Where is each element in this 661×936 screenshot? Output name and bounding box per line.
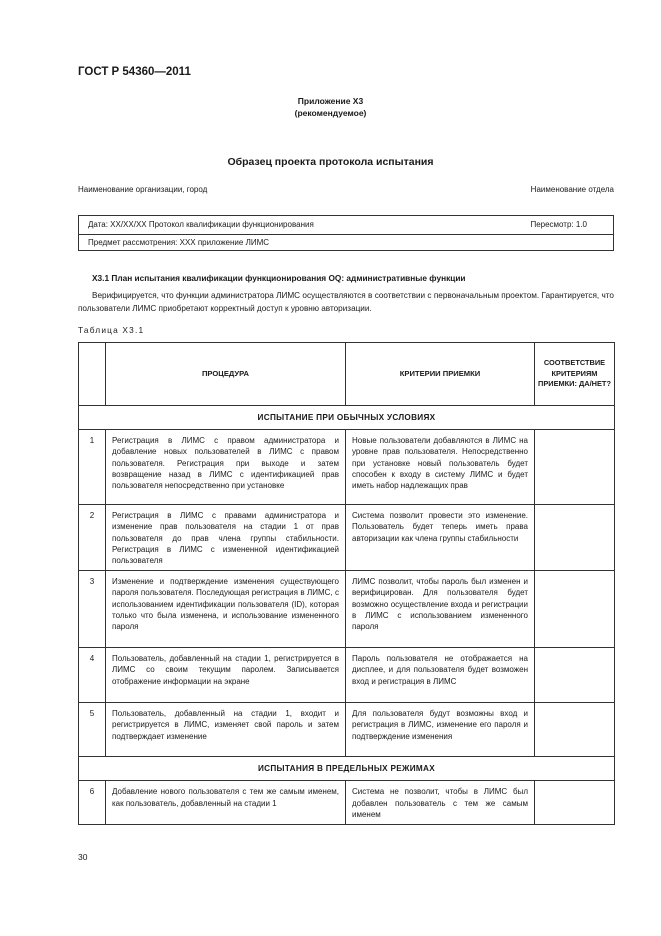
row-procedure: Изменение и подтверждение изменения существующего пароля пользователя. Последующая регистрация в ЛИМС, с использованием идентификации пользователя (ID), которая только что была изменена, и использование измененного пароля	[106, 571, 346, 648]
standard-header: ГОСТ Р 54360—2011	[78, 66, 191, 78]
table-row	[79, 781, 615, 825]
info-row-date	[79, 216, 613, 235]
header-procedure: ПРОЦЕДУРА	[106, 343, 346, 406]
document-title: Образец проекта протокола испытания	[227, 156, 434, 168]
organization-label: Наименование организации, город	[78, 185, 208, 194]
row-criteria: Пароль пользователя не отображается на дисплее, и для пользователя будет возможен вход и регистрация в ЛИМС	[346, 648, 535, 703]
row-result[interactable]	[535, 430, 615, 505]
table-row	[79, 505, 615, 571]
table-row	[79, 648, 615, 703]
row-criteria: Система позволит провести это изменение. Пользователь будет теперь иметь права авторизации как члена группы стабильности	[346, 505, 535, 571]
section-heading: X3.1 План испытания квалификации функционирования OQ: административные функции	[92, 273, 466, 283]
group-row-extreme	[79, 757, 615, 781]
department-label: Наименование отдела	[530, 185, 614, 194]
row-result[interactable]	[535, 648, 615, 703]
group-row-normal	[79, 406, 615, 430]
annex-subtitle: (рекомендуемое)	[294, 108, 367, 118]
row-criteria: Для пользователя будут возможны вход и регистрация в ЛИМС, изменение его пароля и подтверждение изменения	[346, 703, 535, 757]
row-result[interactable]	[535, 505, 615, 571]
table-row	[79, 571, 615, 648]
row-number: 5	[79, 703, 106, 757]
row-procedure: Добавление нового пользователя с тем же самым именем, как пользователь, добавленный на стадии 1	[106, 781, 346, 825]
page-number: 30	[78, 852, 88, 862]
row-number: 3	[79, 571, 106, 648]
header-criteria: КРИТЕРИИ ПРИЕМКИ	[346, 343, 535, 406]
table-header-row	[79, 343, 615, 406]
row-number: 6	[79, 781, 106, 825]
date-line: Дата: XX/XX/XX Протокол квалификации функционирования	[88, 220, 314, 229]
header-number	[79, 343, 106, 406]
row-criteria: ЛИМС позволит, чтобы пароль был изменен и верифицирован. Для пользователя будет возможно осуществление входа и регистрации в ЛИМС с использованием измененного пароля	[346, 571, 535, 648]
row-number: 1	[79, 430, 106, 505]
row-result[interactable]	[535, 571, 615, 648]
row-procedure: Регистрация в ЛИМС с правами администратора и изменение прав пользователя на стадии 1 от прав пользователя до прав члена группы стабильности. Регистрация в ЛИМС с измененной идентификацией пользователя	[106, 505, 346, 571]
row-result[interactable]	[535, 781, 615, 825]
row-number: 4	[79, 648, 106, 703]
group-heading: ИСПЫТАНИЯ В ПРЕДЕЛЬНЫХ РЕЖИМАХ	[79, 757, 615, 781]
row-procedure: Регистрация в ЛИМС с правом администратора и добавление новых пользователей в ЛИМС с правом пользователя. Регистрация при выходе и затем возвращение назад в ЛИМС с идентификацией прав пользователя непосредственно при установке	[106, 430, 346, 505]
row-criteria: Система не позволит, чтобы в ЛИМС был добавлен пользователь с тем же самым именем	[346, 781, 535, 825]
table-caption: Таблица X3.1	[78, 325, 145, 335]
row-procedure: Пользователь, добавленный на стадии 1, регистрируется в ЛИМС со своим текущим паролем. Записывается отображение информации на экране	[106, 648, 346, 703]
table-row	[79, 430, 615, 505]
row-result[interactable]	[535, 703, 615, 757]
row-procedure: Пользователь, добавленный на стадии 1, входит и регистрируется в ЛИМС, изменяет свой пароль и затем подтверждает изменение	[106, 703, 346, 757]
header-conformity: СООТВЕТСТВИЕ КРИТЕРИЯМ ПРИЕМКИ: ДА/НЕТ?	[535, 343, 615, 406]
row-number: 2	[79, 505, 106, 571]
table-row	[79, 703, 615, 757]
protocol-info-box	[78, 215, 614, 251]
row-criteria: Новые пользователи добавляются в ЛИМС на уровне прав пользователя. Непосредственно при установке новый пользователь будет способен к входу в систему ЛИМС и будет иметь набор надлежащих прав	[346, 430, 535, 505]
annex-title: Приложение Х3	[297, 96, 364, 106]
group-heading: ИСПЫТАНИЕ ПРИ ОБЫЧНЫХ УСЛОВИЯХ	[79, 406, 615, 430]
subject-line: Предмет рассмотрения: XXX приложение ЛИМС	[88, 238, 270, 247]
test-plan-table	[78, 342, 615, 825]
revision-label: Пересмотр: 1.0	[530, 220, 587, 229]
section-paragraph: Верифицируется, что функции администратора ЛИМС осуществляются в соответствии с первоначальным проектом. Гарантируется, что пользователи ЛИМС приобретают корректный доступ к уровню авторизации.	[78, 291, 614, 313]
